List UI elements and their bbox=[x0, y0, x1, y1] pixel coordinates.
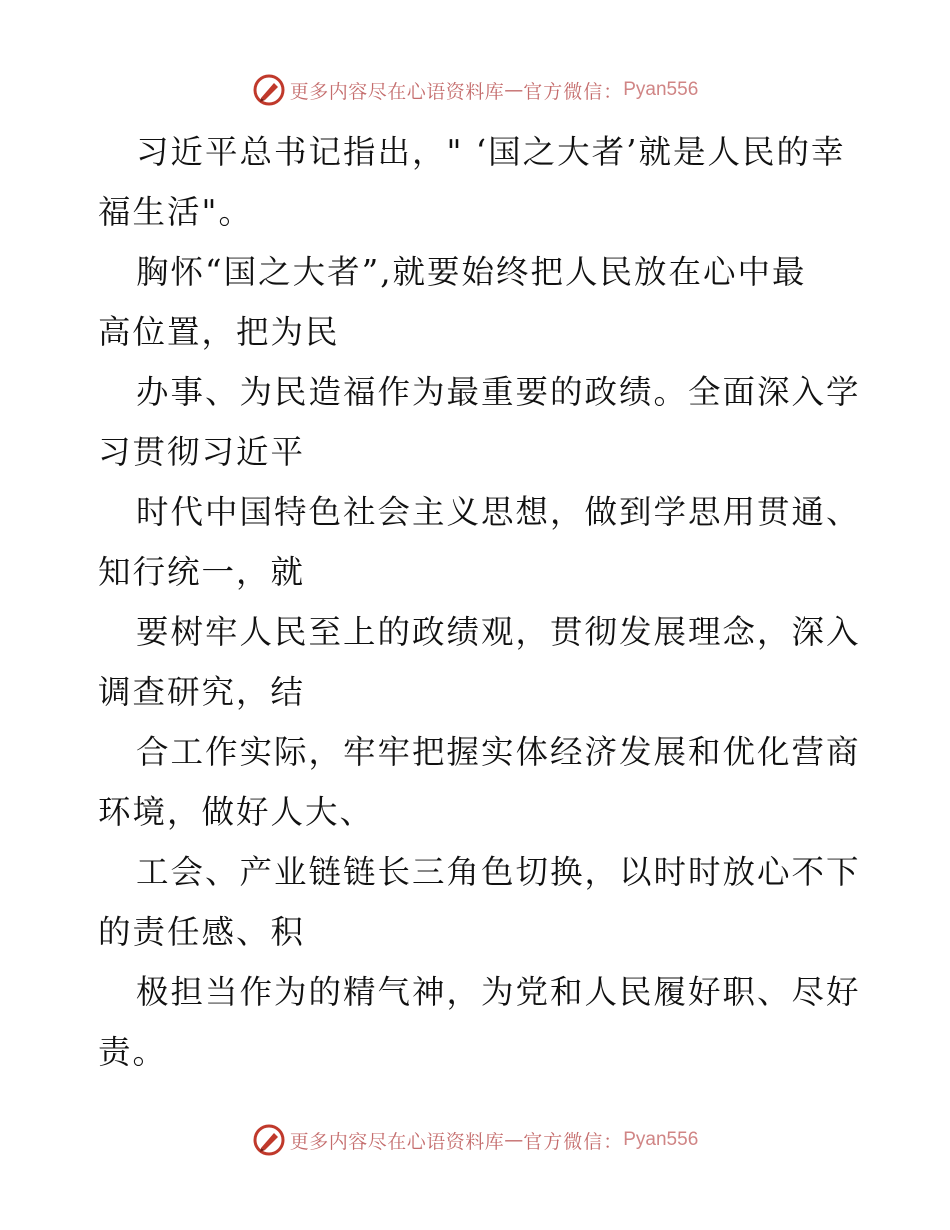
text-line: 时代中国特色社会主义思想，做到学思用贯通、 bbox=[136, 493, 861, 531]
text-line: 要树牢人民至上的政绩观，贯彻发展理念，深入 bbox=[136, 613, 861, 651]
watermark-sub-text: 官方微信： bbox=[523, 80, 624, 103]
header-watermark bbox=[0, 70, 950, 110]
text-line: 习贯彻习近平 bbox=[98, 433, 306, 471]
text-line: 的责任感、积 bbox=[98, 913, 306, 951]
text-line: 工会、产业链链长三角色切换，以时时放心不下 bbox=[136, 853, 861, 891]
pen-logo-icon bbox=[252, 73, 286, 107]
watermark-wechat-id: Pyan556 bbox=[623, 1129, 699, 1150]
document-body bbox=[98, 122, 861, 1082]
watermark-sub-text: 官方微信： bbox=[523, 1130, 624, 1153]
text-line: 办事、为民造福作为最重要的政绩。全面深入学 bbox=[136, 373, 861, 411]
text-line: 极担当作为的精气神，为党和人民履好职、尽好 bbox=[136, 973, 861, 1011]
watermark-wechat-id: Pyan556 bbox=[623, 79, 699, 100]
text-line: 责。 bbox=[98, 1033, 168, 1071]
text-line: 高位置，把为民 bbox=[98, 313, 340, 351]
paragraph bbox=[98, 122, 861, 1082]
text-line: 习近平总书记指出，" ‘国之大者’就是人民的幸 bbox=[136, 133, 846, 171]
pen-logo-icon bbox=[252, 1123, 286, 1157]
watermark-main-text: 更多内容尽在心语资料库 bbox=[289, 80, 505, 103]
footer-watermark bbox=[0, 1120, 950, 1160]
text-line: 调查研究，结 bbox=[98, 673, 306, 711]
text-line: 环境，做好人大、 bbox=[98, 793, 375, 831]
watermark-dash: — bbox=[504, 1129, 524, 1151]
watermark-dash: — bbox=[504, 79, 524, 101]
text-line: 福生活"。 bbox=[98, 193, 253, 231]
watermark-main-text: 更多内容尽在心语资料库 bbox=[289, 1130, 505, 1153]
text-line: 合工作实际，牢牢把握实体经济发展和优化营商 bbox=[136, 733, 861, 771]
text-line: 胸怀“国之大者”,就要始终把人民放在心中最 bbox=[136, 253, 807, 291]
text-line: 知行统一，就 bbox=[98, 553, 306, 591]
